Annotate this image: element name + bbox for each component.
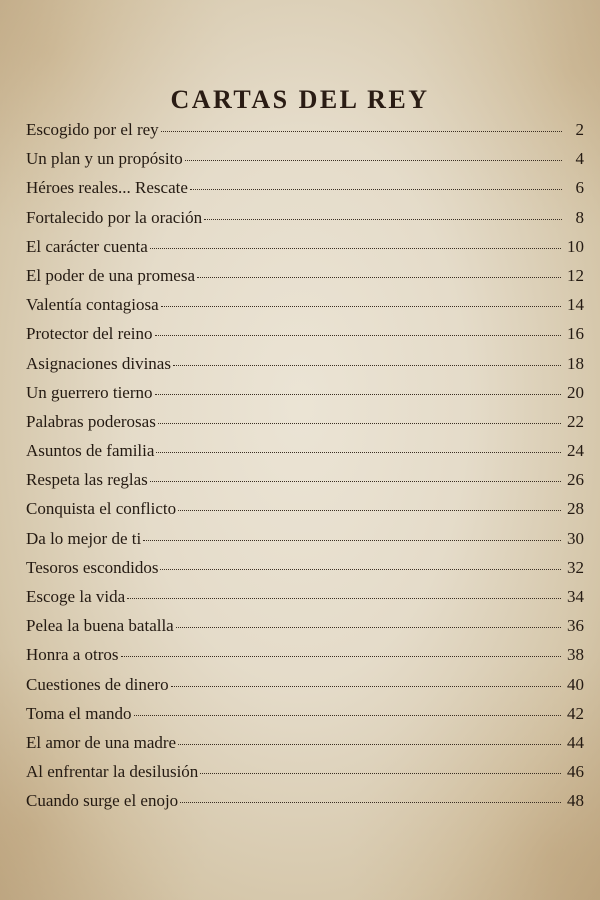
dot-leader [155,335,561,336]
toc-entry-title: Da lo mejor de ti [26,528,142,548]
dot-leader [173,365,561,366]
toc-entry [26,616,584,645]
toc-entry-page-number: 22 [567,411,584,431]
dot-leader [160,569,561,570]
toc-entry-title: Conquista el conflicto [26,499,177,519]
toc-entry-page-number: 18 [567,353,584,373]
dot-leader [178,744,561,745]
dot-leader [176,627,561,628]
toc-entry [26,529,584,558]
toc-entry-title: Toma el mando [26,703,132,723]
toc-entry-title: Héroes reales... Rescate [26,178,188,198]
toc-entry-page-number: 20 [567,382,584,402]
toc-entry-title: El carácter cuenta [26,236,148,256]
dot-leader [161,131,562,132]
page-title: CARTAS DEL REY [170,85,430,115]
toc-entry-page-number: 32 [567,557,584,577]
toc-entry [26,645,584,674]
toc-entry [26,383,584,412]
toc-entry [26,266,584,295]
toc-entry [26,441,584,470]
dot-leader [190,189,562,190]
toc-entry-page-number: 8 [575,207,584,227]
toc-entry-title: Asignaciones divinas [26,353,171,373]
toc-entry [26,558,584,587]
toc-entry-page-number: 40 [567,674,584,694]
toc-entry [26,354,584,383]
toc-entry [26,120,584,149]
toc-entry-title: Asuntos de familia [26,441,155,461]
toc-entry-page-number: 26 [567,470,584,490]
table-of-contents [26,120,584,821]
toc-entry-page-number: 2 [575,120,584,139]
toc-entry [26,412,584,441]
toc-entry-page-number: 48 [567,791,584,811]
toc-entry [26,237,584,266]
toc-entry-page-number: 28 [567,499,584,519]
toc-entry-page-number: 4 [575,149,584,169]
toc-entry-page-number: 6 [575,178,584,198]
toc-entry-title: Palabras poderosas [26,411,156,431]
toc-entry-title: Respeta las reglas [26,470,148,490]
toc-entry [26,762,584,791]
dot-leader [150,481,561,482]
dot-leader [200,773,561,774]
toc-entry-page-number: 16 [567,324,584,344]
toc-entry-page-number: 10 [567,236,584,256]
toc-entry-title: Tesoros escondidos [26,557,159,577]
toc-entry-title: Escogido por el rey [26,120,159,139]
toc-entry [26,733,584,762]
dot-leader [204,219,562,220]
toc-entry [26,470,584,499]
dot-leader [171,686,561,687]
toc-entry-page-number: 46 [567,762,584,782]
toc-entry-page-number: 12 [567,265,584,285]
toc-entry-page-number: 44 [567,732,584,752]
dot-leader [143,540,561,541]
toc-entry-page-number: 24 [567,441,584,461]
dot-leader [156,452,561,453]
toc-entry-page-number: 38 [567,645,584,665]
dot-leader [178,510,561,511]
toc-entry-title: Cuestiones de dinero [26,674,169,694]
dot-leader [161,306,561,307]
toc-entry-title: Protector del reino [26,324,153,344]
dot-leader [121,656,561,657]
toc-entry-title: Fortalecido por la oración [26,207,203,227]
toc-entry-title: Honra a otros [26,645,119,665]
dot-leader [127,598,561,599]
toc-entry [26,208,584,237]
toc-entry-title: El poder de una promesa [26,265,195,285]
toc-entry-page-number: 36 [567,616,584,636]
toc-entry-page-number: 34 [567,587,584,606]
toc-entry-title: Escoge la vida [26,587,126,606]
toc-entry-title: Un guerrero tierno [26,382,153,402]
toc-entry [26,295,584,324]
toc-entry [26,324,584,353]
dot-leader [134,715,561,716]
dot-leader [180,802,561,803]
toc-entry-title: El amor de una madre [26,732,177,752]
dot-leader [185,160,562,161]
toc-entry [26,149,584,178]
toc-entry-title: Cuando surge el enojo [26,791,179,811]
dot-leader [158,423,561,424]
toc-entry [26,791,584,820]
toc-entry [26,675,584,704]
toc-entry [26,704,584,733]
toc-entry-title: Un plan y un propósito [26,149,183,169]
toc-entry [26,587,584,616]
dot-leader [197,277,561,278]
toc-entry [26,178,584,207]
toc-entry-page-number: 42 [567,703,584,723]
dot-leader [150,248,561,249]
toc-entry-page-number: 14 [567,295,584,315]
toc-entry-title: Al enfrentar la desilusión [26,762,199,782]
dot-leader [155,394,561,395]
toc-entry [26,499,584,528]
toc-entry-title: Pelea la buena batalla [26,616,174,636]
toc-entry-title: Valentía contagiosa [26,295,159,315]
toc-entry-page-number: 30 [567,528,584,548]
